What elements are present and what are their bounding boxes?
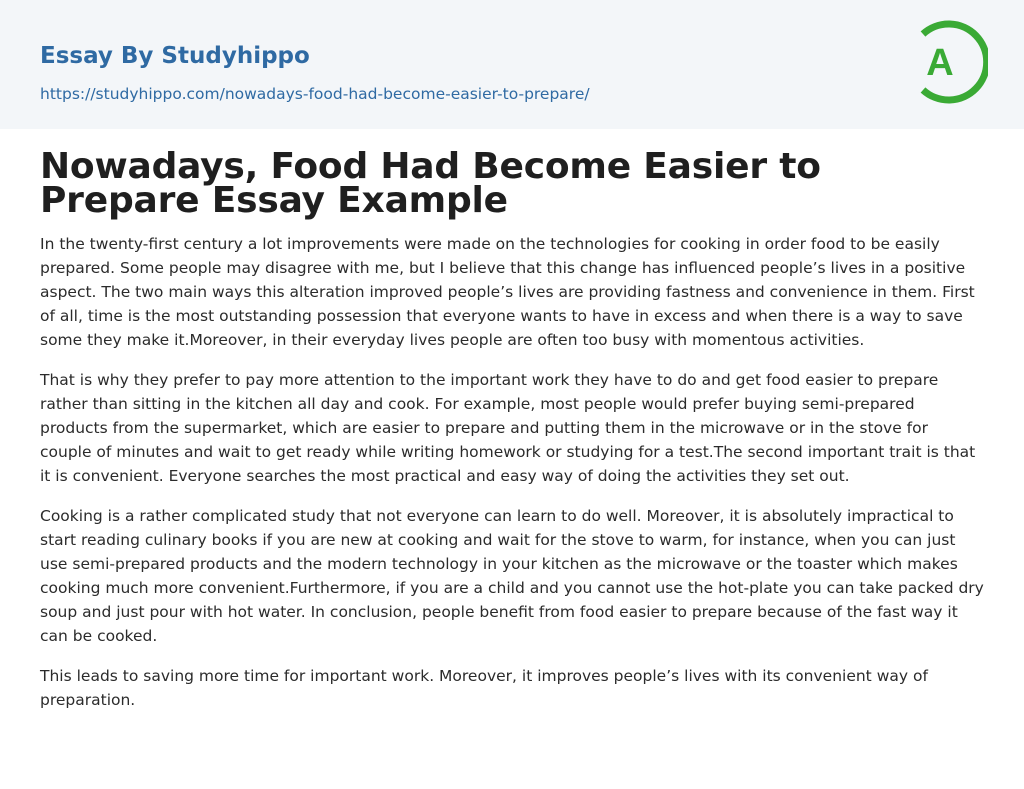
essay-content <box>40 146 984 728</box>
essay-title: Nowadays, Food Had Become Easier to Prepare Essay Example <box>40 146 821 221</box>
source-url-link[interactable]: https://studyhippo.com/nowadays-food-had-become-easier-to-prepare/ <box>40 85 590 103</box>
essay-paragraph: That is why they prefer to pay more attention to the important work they have to do and get food easier to prepare rather than sitting in the kitchen all day and cook. For example, most people would prefer buying semi-prepared products from the supermarket, which are easier to prepare and putting them in the microwave or in the stove for couple of minutes and wait to get ready while writing homework or studying for a test.The second important trait is that it is convenient. Everyone searches the most practical and easy way of doing the activities they set out. <box>40 371 976 485</box>
essay-paragraph: In the twenty-first century a lot improvements were made on the technologies for cooking in order food to be easily prepared. Some people may disagree with me, but I believe that this change has influenced people’s lives in a positive aspect. The two main ways this alteration improved people’s lives are providing fastness and convenience in them. First of all, time is the most outstanding possession that everyone wants to have in excess and when there is a way to save some they make it.Moreover, in their everyday lives people are often too busy with momentous activities. <box>40 235 975 349</box>
essay-paragraph: Cooking is a rather complicated study that not everyone can learn to do well. Moreover, it is absolutely impractical to start reading culinary books if you are new at cooking and wait for the stove to warm, for instance, when you can just use semi-prepared products and the modern technology in your kitchen as the microwave or the toaster which makes cooking much more convenient.Furthermore, if you are a child and you cannot use the hot-plate you can take packed dry soup and just pour with hot water. In conclusion, people benefit from food easier to prepare because of the fast way it can be cooked. <box>40 507 984 645</box>
site-title: Essay By Studyhippo <box>40 43 310 69</box>
page-header <box>0 0 1024 129</box>
svg-text:A: A <box>926 42 954 84</box>
essay-paragraph: This leads to saving more time for important work. Moreover, it improves people’s lives with its convenient way of preparation. <box>40 667 928 709</box>
studyhippo-logo <box>911 17 988 107</box>
